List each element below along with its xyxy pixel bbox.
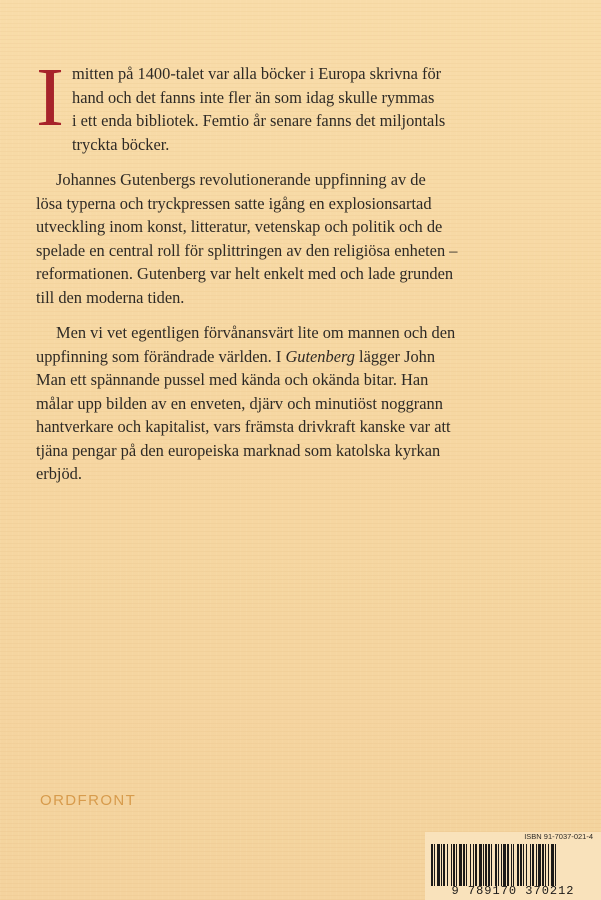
text-line: erbjöd.	[36, 464, 82, 483]
barcode-bar	[530, 844, 531, 886]
dropcap-letter: I	[36, 51, 64, 144]
barcode-bar	[434, 844, 435, 886]
text-line: hantverkare och kapitalist, vars främsta drivkraft kanske var att	[36, 417, 451, 436]
barcode-bar	[501, 844, 502, 886]
barcode-bar	[520, 844, 522, 886]
text-line: Man ett spännande pussel med kända och okända bitar. Han	[36, 370, 429, 389]
paragraph-3	[36, 321, 536, 486]
barcode-bar	[507, 844, 509, 886]
barcode-bar	[551, 844, 554, 886]
isbn-label: ISBN 91-7037-021-4	[524, 832, 593, 841]
barcode-bar	[548, 844, 549, 886]
barcode-bar	[475, 844, 477, 886]
barcode-bar	[538, 844, 541, 886]
publisher-logo: ORDFRONT	[40, 792, 137, 809]
barcode-bar	[473, 844, 474, 886]
paragraph-2	[36, 168, 536, 309]
text-line: till den moderna tiden.	[36, 287, 185, 307]
barcode-bar	[523, 844, 524, 886]
text-line: Men vi vet egentligen förvånansvärt lite om mannen och den	[56, 323, 456, 342]
barcode-bar	[451, 844, 452, 886]
text-line: mitten på 1400-talet var alla böcker i Europa skrivna för	[72, 64, 442, 83]
barcode-bar	[470, 844, 471, 886]
barcode-bar	[526, 844, 527, 886]
text-line: spelade en central roll för splittringen av den religiösa enheten –	[36, 240, 458, 260]
barcode-bar	[488, 844, 490, 886]
barcode-bar	[498, 844, 499, 886]
barcode-bar	[495, 844, 497, 886]
text-segment: lägger John	[354, 346, 436, 366]
text-line: utveckling inom konst, litteratur, vetenskap och politik och de	[36, 217, 443, 236]
barcode-bar	[555, 844, 556, 886]
barcode-bar	[545, 844, 546, 886]
book-title-italic: Gutenberg	[285, 346, 355, 366]
isbn-barcode-box	[425, 832, 601, 900]
barcode-bar	[536, 844, 537, 886]
text-line: tryckta böcker.	[72, 134, 170, 154]
text-line: i ett enda bibliotek. Femtio år senare fanns det miljontals	[72, 111, 446, 130]
barcode-bar	[437, 844, 440, 886]
text-line: lösa typerna och tryckpressen satte igång en explosionsartad	[36, 193, 432, 213]
text-line: hand och det fanns inte fler än som idag skulle rymmas	[72, 87, 435, 107]
barcode-bar	[447, 844, 448, 886]
text-line: reformationen. Gutenberg var helt enkelt med och lade grunden	[36, 264, 454, 283]
text-line: Johannes Gutenbergs revolutionerande uppfinning av de	[56, 170, 426, 189]
barcode-bar	[532, 844, 534, 886]
barcode-bar	[503, 844, 506, 886]
text-line: tjäna pengar på den europeiska marknad som katolska kyrkan	[36, 440, 441, 460]
text-line: målar upp bilden av en enveten, djärv och minutiöst noggrann	[36, 393, 443, 413]
barcode-bar	[431, 844, 433, 886]
barcode-digits: 9 789170 370212	[451, 884, 575, 898]
barcode-bar	[443, 844, 445, 886]
barcode-bar	[459, 844, 462, 886]
barcode-bar	[479, 844, 482, 886]
barcode-bar	[485, 844, 487, 886]
barcode-bar	[491, 844, 492, 886]
barcode-icon	[431, 844, 597, 886]
text-segment: uppfinning som förändrade världen. I	[36, 346, 286, 366]
barcode-bar	[441, 844, 442, 886]
barcode-bar	[542, 844, 544, 886]
barcode-bar	[511, 844, 512, 886]
barcode-bar	[463, 844, 465, 886]
barcode-bar	[483, 844, 484, 886]
barcode-bar	[466, 844, 467, 886]
barcode-bar	[453, 844, 455, 886]
blurb-text	[36, 51, 536, 498]
paragraph-1	[36, 51, 536, 156]
text-line	[36, 345, 536, 369]
barcode-bar	[517, 844, 519, 886]
barcode-bar	[513, 844, 514, 886]
barcode-bar	[456, 844, 457, 886]
